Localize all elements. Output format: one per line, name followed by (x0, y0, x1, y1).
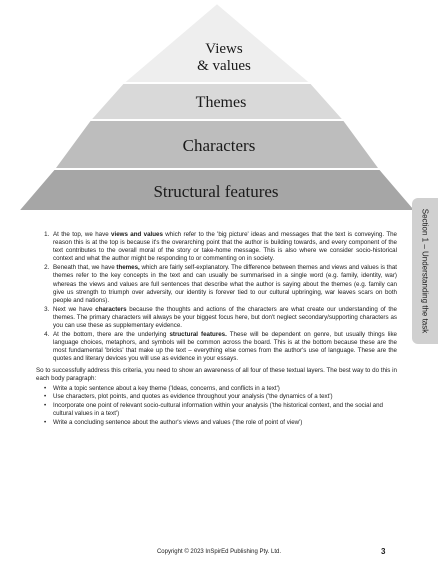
list-item: • Write a concluding sentence about the author's views and values ('the role of point of view') (53, 419, 397, 427)
list-item: 3. Next we have characters because the thoughts and actions of the characters are what create our understanding of the themes. The primary characters will always be your biggest focus here, but don't neglect secondary/supporting characters as you can use these as supplementary evidence. (51, 306, 397, 330)
layer-explanations-list (37, 231, 397, 364)
copyright-notice: Copyright © 2023 InSpirEd Publishing Pty. Ltd. (156, 549, 282, 555)
pyramid-label-values: & values (197, 58, 251, 74)
list-item: • Write a topic sentence about a key theme ('Ideas, concerns, and conflicts in a text') (53, 385, 397, 393)
pyramid-diagram (0, 0, 438, 215)
key-term: structural features. (169, 331, 227, 339)
intro-paragraph: So to successfully address this criteria, you need to show an awareness of all four of these textual layers. The best way to do this in each body paragraph: (36, 366, 397, 382)
pyramid-label-structural-features: Structural features (153, 182, 279, 201)
list-item: 2. Beneath that, we have themes, which are fairly self-explanatory. The difference between themes and views and values is that themes refer to the key concepts in the text and can usually be summarised in a single word (e.g. family, identity, war) whereas the views and values are full sentences that describe what the author is saying about the themes (e.g. family can give us strength to triumph over adversity, our identity is forever tied to our cultural upbringing, war leaves scars on both people and nations). (51, 264, 397, 304)
pyramid-label-characters: Characters (182, 136, 256, 155)
page-footer (0, 546, 438, 560)
list-item: 4. At the bottom, there are the underlying structural features. These will be dependent on genre, but usually things like language choices, metaphors, and symbols will be common across the board. This is at the bottom because these are the most fundamental 'bricks' that make up the text – everything else comes from the author's use of language. These are the quotes and literary devices you will use as evidence in your essays. (51, 331, 397, 363)
page-number: 3 (381, 547, 386, 556)
key-term: characters (95, 305, 127, 313)
section-tab-label: Section 1 – Understanding the task (420, 208, 430, 334)
key-term: views and values (111, 231, 163, 238)
list-item: • Use characters, plot points, and quotes as evidence throughout your analysis ('the dynamics of a text') (53, 393, 397, 401)
list-item: 1. At the top, we have views and values which refer to the 'big picture' ideas and messages that the text is conveying. The reason this is at the top is because it's the overarching point that the author is building towards, and every component of the text contributes to the overall moral of the story or take-home message. This is also where we consider socio-historical context and what the author might be responding to or commenting on in society. (51, 231, 397, 263)
body-text (37, 231, 397, 427)
list-item: • Incorporate one point of relevant socio-cultural information within your analysis ('the historical context, and the social and cultural values in a text') (53, 402, 397, 418)
pyramid-label-themes: Themes (195, 94, 247, 111)
key-term: themes, (116, 264, 140, 272)
pyramid-label-views: Views (205, 41, 243, 57)
paragraph-tips-list (37, 385, 397, 427)
